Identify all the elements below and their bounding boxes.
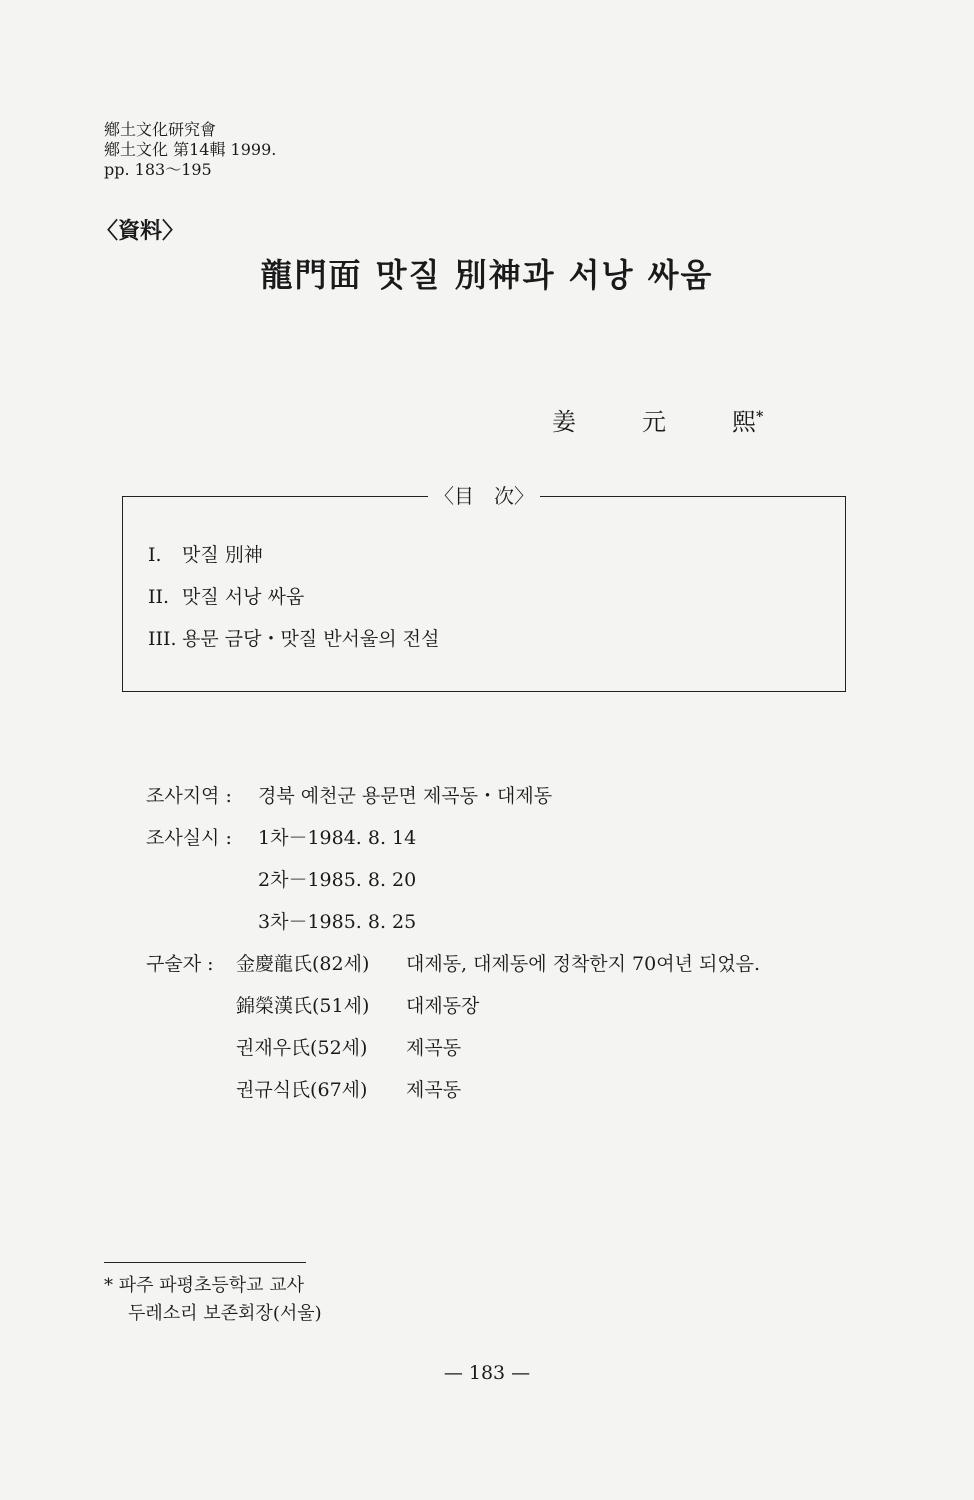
publication-info xyxy=(104,120,276,180)
author-footnote-mark: * xyxy=(756,409,764,425)
survey-date-row xyxy=(146,864,760,906)
speaker-note: 대제동, 대제동에 정착한지 70여년 되었음. xyxy=(406,953,761,975)
speaker-row xyxy=(146,990,760,1032)
toc-item-text: 맛질 別神 xyxy=(182,544,263,566)
toc-item-number: I. xyxy=(148,544,162,566)
toc-list xyxy=(148,540,439,666)
article-title: 龍門面 맛질 別神과 서낭 싸움 xyxy=(260,256,714,294)
speaker-name: 金慶龍氏(82세) xyxy=(236,953,370,975)
survey-region-label: 조사지역 : xyxy=(146,785,232,807)
survey-date: 3차－1985. 8. 25 xyxy=(258,911,417,933)
speaker-row xyxy=(146,1032,760,1074)
toc-item xyxy=(148,624,439,666)
speaker-note: 제곡동 xyxy=(406,1079,462,1101)
page-range: pp. 183～195 xyxy=(104,160,212,179)
speaker-name: 권재우氏(52세) xyxy=(236,1037,368,1059)
speaker-row xyxy=(146,948,760,990)
survey-region-row xyxy=(146,780,760,822)
author-char-1: 姜 xyxy=(552,408,576,436)
author-name xyxy=(552,402,763,437)
survey-info xyxy=(146,780,760,1116)
footnote-line: * 파주 파평초등학교 교사 xyxy=(104,1275,305,1296)
author-char-3: 熙* xyxy=(732,408,764,436)
toc-item-number: II. xyxy=(148,586,170,608)
section-tag: 〈資料〉 xyxy=(96,218,185,244)
survey-region-value: 경북 예천군 용문면 제곡동・대제동 xyxy=(258,785,553,807)
toc-item-text: 용문 금당・맛질 반서울의 전설 xyxy=(182,628,440,650)
survey-date-row xyxy=(146,822,760,864)
toc-item xyxy=(148,582,439,624)
author-char-2: 元 xyxy=(642,408,666,436)
journal-issue: 鄕土文化 第14輯 1999. xyxy=(104,140,277,159)
footnote-line: 두레소리 보존회장(서울) xyxy=(128,1303,322,1324)
speaker-row xyxy=(146,1074,760,1116)
speaker-name: 권규식氏(67세) xyxy=(236,1079,368,1101)
survey-date: 1차－1984. 8. 14 xyxy=(258,827,417,849)
survey-date-row xyxy=(146,906,760,948)
speaker-note: 대제동장 xyxy=(406,995,480,1017)
speaker-name: 錦榮漢氏(51세) xyxy=(236,995,370,1017)
toc-item-text: 맛질 서낭 싸움 xyxy=(182,586,305,608)
toc-item xyxy=(148,540,439,582)
survey-date-label: 조사실시 : xyxy=(146,827,232,849)
survey-date: 2차－1985. 8. 20 xyxy=(258,869,417,891)
footnote xyxy=(104,1272,322,1328)
society-name: 鄕土文化研究會 xyxy=(104,120,217,139)
speaker-note: 제곡동 xyxy=(406,1037,462,1059)
footnote-divider xyxy=(104,1262,306,1263)
toc-item-number: III. xyxy=(148,628,177,650)
page-number: — 183 — xyxy=(443,1362,531,1384)
speaker-label: 구술자 : xyxy=(146,953,214,975)
toc-heading: 〈目 次〉 xyxy=(428,480,540,509)
